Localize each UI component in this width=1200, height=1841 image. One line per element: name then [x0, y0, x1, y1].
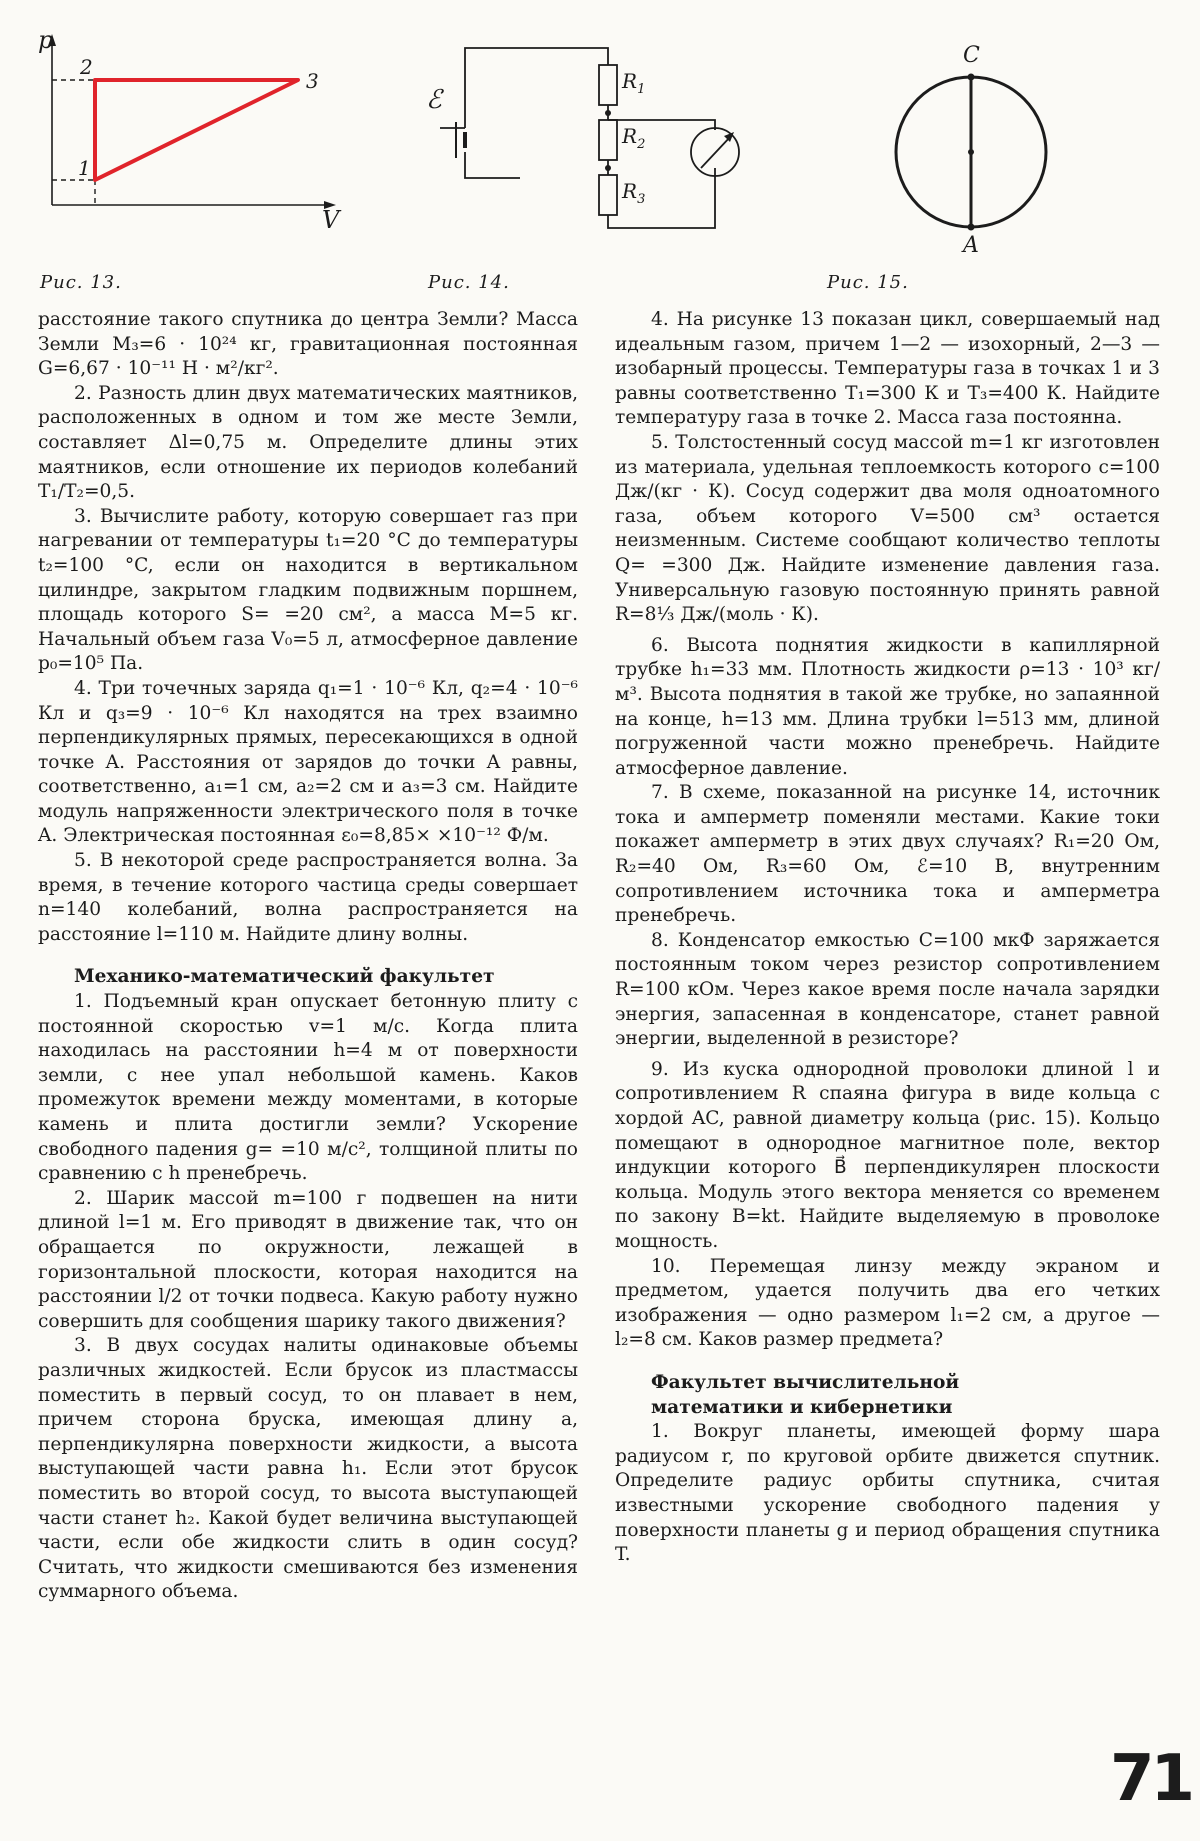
point-2-label: 2 — [80, 55, 93, 79]
resistor-r2 — [599, 120, 617, 160]
label-c: C — [963, 43, 980, 68]
figure-14 — [426, 40, 790, 240]
point-c — [968, 74, 975, 81]
page-number: 71 — [1110, 1742, 1192, 1816]
ammeter-needle — [701, 136, 731, 168]
center-point — [968, 149, 974, 155]
wire-source-bottom — [465, 152, 520, 178]
spacer — [38, 947, 578, 965]
emf-label: ℰ — [426, 85, 442, 115]
r3-label: $R_3$ — [622, 179, 646, 207]
problem-continuation: расстояние такого спутника до центра Земли? Масса Земли M₃=6 · 10²⁴ кг, гравитационная постоянная G=6,67 · 10⁻¹¹ Н · м²/кг². — [38, 309, 578, 380]
cycle-path — [95, 80, 298, 180]
point-a — [968, 224, 975, 231]
axis-p-label: p — [38, 26, 54, 54]
problem-r10: 10. Перемещая линзу между экраном и предметом, удается получить два его четких изображения — одно размером l₁=2 см, а другое — l₂=8 см. Каков размер предмета? — [615, 1255, 1160, 1351]
problem-r4: 4. На рисунке 13 показан цикл, совершаемый над идеальным газом, причем 1—2 — изохорный, 2—3 — изобарный процессы. Температуры газа в точках 1 и 3 равны соответственно T₁=300 К и T₃=400 К. Найдите температуру газа в точке 2. Масса газа постоянна. — [615, 309, 1160, 429]
resistor-r3 — [599, 175, 617, 215]
mm-problem-3: 3. В двух сосудах налиты одинаковые объемы различных жидкостей. Если брусок из пластмассы поместить в первый сосуд, то он плавает в нем, причем сторона бруска, имеющая длину a, перпендикулярна поверхности жидкости, а высота выступающей части равна h₁. Если этот брусок поместить во второй сосуд, то высота выступающей части станет h₂. Какой будет величина выступающей части, если обе жидкости слить в один сосуд? Считать, что жидкости смешиваются без изменения суммарного объема. — [38, 1335, 578, 1603]
problem-3: 3. Вычислите работу, которую совершает газ при нагревании от температуры t₁=20 °C до температуры t₂=100 °C, если он находится в вертикальном цилиндре, закрытом гладким подвижным поршнем, площадь которого S= =20 см², а масса M=5 кг. Начальный объем газа V₀=5 л, атмосферное давление p₀=10⁵ Па. — [38, 505, 578, 675]
caption-fig15: Рис. 15. — [827, 272, 909, 293]
section-heading-mechmath: Механико-математический факультет — [74, 966, 495, 988]
problem-4: 4. Три точечных заряда q₁=1 · 10⁻⁶ Кл, q₂=4 · 10⁻⁶ Кл и q₃=9 · 10⁻⁶ Кл находятся на трех взаимно перпендикулярных прямых, пересекающихся в одной точке A. Расстояния от зарядов до точки A равны, соответственно, a₁=1 см, a₂=2 см и a₃=3 см. Найдите модуль напряженности электрического поля в точке A. Электрическая постоянная ε₀=8,85× ×10⁻¹² Ф/м. — [38, 677, 578, 847]
caption-fig13: Рис. 13. — [40, 272, 122, 293]
circuit-diagram — [426, 40, 790, 240]
figure-13 — [30, 26, 360, 234]
mm-problem-2: 2. Шарик массой m=100 г подвешен на нити длиной l=1 м. Его приводят в движение так, что он обращается по окружности, лежащей в горизонтальной плоскости, которая находится на расстоянии l/2 от точки подвеса. Какую работу нужно совершить для сообщения шарику такого движения? — [38, 1187, 578, 1332]
section-heading-vmk-line1: Факультет вычислительной — [651, 1371, 960, 1393]
resistor-r1 — [599, 65, 617, 105]
vmk-problem-1: 1. Вокруг планеты, имеющей форму шара радиусом r, по круговой орбите движется спутник. Определите радиус орбиты спутника, считая известными ускорение свободного падения у поверхности планеты g и период обращения спутника T. — [615, 1421, 1160, 1566]
wire-top — [465, 48, 608, 128]
figure-15 — [880, 40, 1080, 260]
problem-2: 2. Разность длин двух математических маятников, расположенных в одном и том же месте Земли, составляет Δl=0,75 м. Определите длины этих маятников, если отношение их периодов колебаний T₁/T₂=0,5. — [38, 382, 578, 503]
junction-1 — [605, 110, 611, 116]
problem-r5: 5. Толстостенный сосуд массой m=1 кг изготовлен из материала, удельная теплоемкость которого c=100 Дж/(кг · К). Сосуд содержит два моля одноатомного газа, объем которого V=500 см³ остается неизменным. Системе сообщают количество теплоты Q= =300 Дж. Найдите изменение давления газа. Универсальную газовую постоянную принять равной R=8⅓ Дж/(моль · К). — [615, 431, 1160, 626]
mm-problem-1: 1. Подъемный кран опускает бетонную плиту с постоянной скоростью v=1 м/с. Когда плита находилась на расстоянии h=4 м от поверхности земли, с нее упал небольшой камень. Каков промежуток времени между моментами, в которые камень и плита достигли земли? Ускорение свободного падения g= =10 м/с², толщиной плиты по сравнению с h пренебречь. — [38, 991, 578, 1185]
right-column — [615, 308, 1160, 1568]
r2-label: $R_2$ — [622, 124, 646, 152]
problem-r7: 7. В схеме, показанной на рисунке 14, источник тока и амперметр поменяли местами. Какие токи покажет амперметр в этих двух случаях? R₁=20 Ом, R₂=40 Ом, R₃=60 Ом, ℰ=10 В, внутренним сопротивлением источника тока и амперметра пренебречь. — [615, 782, 1160, 927]
label-a: A — [963, 233, 979, 258]
junction-2 — [605, 165, 611, 171]
point-3-label: 3 — [306, 69, 319, 93]
point-1-label: 1 — [78, 156, 91, 180]
axis-v-label: V — [322, 206, 340, 234]
ring-diagram — [880, 40, 1080, 260]
problem-r6: 6. Высота поднятия жидкости в капиллярной трубке h₁=33 мм. Плотность жидкости ρ=13 · 10³ кг/м³. Высота поднятия в такой же трубке, но запаянной на конце, h=13 мм. Длина трубки l=513 мм, длиной погруженной части можно пренебречь. Найдите атмосферное давление. — [615, 634, 1160, 779]
r1-label: $R_1$ — [622, 69, 646, 97]
problem-r8: 8. Конденсатор емкостью C=100 мкФ заряжается постоянным током через резистор сопротивлением R=100 кОм. Через какое время после начала зарядки энергия, запасенная в конденсаторе, станет равной энергии, выделенной в резисторе? — [615, 929, 1160, 1050]
section-heading-vmk-line2: математики и кибернетики — [651, 1396, 953, 1418]
pv-diagram — [30, 26, 360, 234]
caption-fig14: Рис. 14. — [428, 272, 510, 293]
problem-5: 5. В некоторой среде распространяется волна. За время, в течение которого частица среды совершает n=140 колебаний, волна распространяется на расстояние l=110 м. Найдите длину волны. — [38, 850, 578, 945]
left-column — [38, 308, 578, 1605]
spacer — [615, 1353, 1160, 1371]
problem-r9: 9. Из куска однородной проволоки длиной l и сопротивлением R спаяна фигура в виде кольца с хордой AC, равной диаметру кольца (рис. 15). Кольцо помещают в однородное магнитное поле, вектор индукции которого B⃗ перпендикулярен плоскости кольца. Модуль этого вектора меняется со временем по закону B=kt. Найдите выделяемую в проволоке мощность. — [615, 1058, 1160, 1252]
